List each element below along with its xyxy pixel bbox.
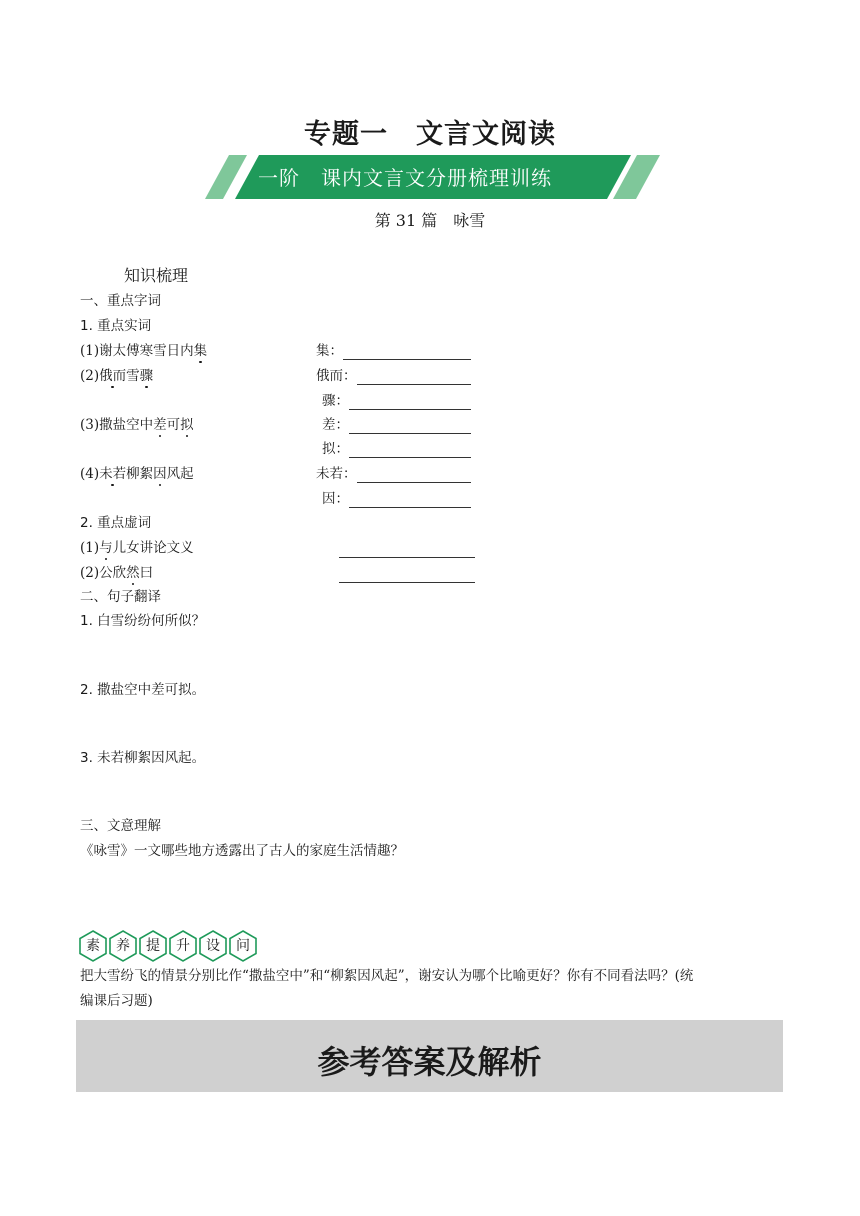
- shici-item-3: (3)撒盐空中差可拟: [80, 417, 194, 433]
- xuci-item-1: (1)与儿女讲论文义: [80, 540, 194, 556]
- badge-hex: 提: [138, 930, 168, 962]
- sub-function-words: 2. 重点虚词: [80, 515, 152, 531]
- comprehension-heading: 三、文意理解: [80, 818, 161, 834]
- article-title: 第 31 篇 咏雪: [374, 211, 486, 230]
- translation-item-1: 1. 白雪纷纷何所似？: [80, 613, 206, 629]
- section-keywords: 一、重点字词: [80, 293, 161, 309]
- shici-answer-6: 未若：: [316, 465, 471, 483]
- xuci-blank-2: [339, 564, 475, 583]
- shici-item-4: (4)未若柳絮因风起: [80, 466, 194, 482]
- badge-hex: 升: [168, 930, 198, 962]
- comprehension-question: 《咏雪》一文哪些地方透露出了古人的家庭生活情趣？: [80, 843, 404, 859]
- shici-answer-3: 骤：: [322, 392, 471, 410]
- main-title: 专题一 文言文阅读: [304, 119, 556, 150]
- shici-answer-4: 差：: [322, 416, 471, 434]
- sub-content-words: 1. 重点实词: [80, 318, 152, 334]
- shici-answer-1: 集：: [316, 342, 471, 360]
- shici-answer-7: 因：: [322, 490, 471, 508]
- banner-text: 一阶 课内文言文分册梳理训练: [258, 166, 552, 190]
- translation-item-3: 3. 未若柳絮因风起。: [80, 750, 206, 766]
- shici-answer-5: 拟：: [322, 440, 471, 458]
- badge-hex: 素: [78, 930, 108, 962]
- answer-section-title: 参考答案及解析: [317, 1043, 542, 1081]
- badge-hex: 设: [198, 930, 228, 962]
- shici-answer-2: 俄而：: [316, 367, 471, 385]
- translation-heading: 二、句子翻译: [80, 589, 161, 605]
- xuci-item-2: (2)公欣然曰: [80, 565, 154, 581]
- shici-item-2: (2)俄而雪骤: [80, 368, 154, 384]
- badge-hex: 养: [108, 930, 138, 962]
- knowledge-heading: 知识梳理: [124, 266, 189, 285]
- badge-hex: 问: [228, 930, 258, 962]
- shici-item-1: (1)谢太傅寒雪日内集: [80, 343, 208, 359]
- literacy-question-line1: 把大雪纷飞的情景分别比作“撒盐空中”和“柳絮因风起”，谢安认为哪个比喻更好？你有不同看法吗？(统: [80, 968, 694, 984]
- xuci-blank-1: [339, 539, 475, 558]
- literacy-question-line2: 编课后习题): [80, 993, 153, 1009]
- translation-item-2: 2. 撒盐空中差可拟。: [80, 682, 206, 698]
